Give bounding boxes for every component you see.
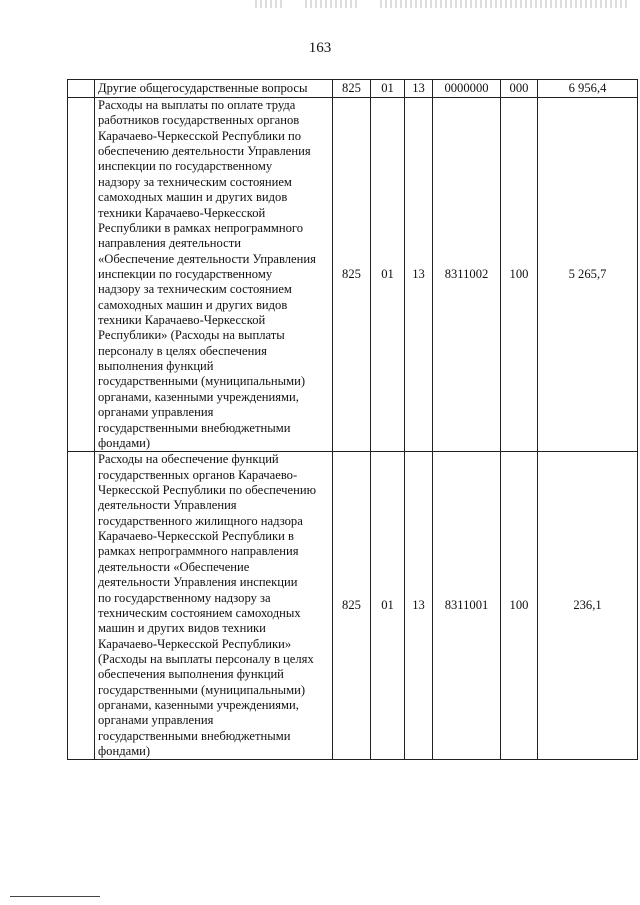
scan-artifact (305, 0, 360, 8)
amount-cell: 5 265,7 (538, 98, 638, 452)
amount-cell: 6 956,4 (538, 80, 638, 98)
section-code-cell: 01 (371, 80, 405, 98)
ministry-code-cell: 825 (333, 80, 371, 98)
footnote-divider (10, 896, 100, 897)
expense-name: Расходы на выплаты по оплате труда работников государственных органов Карачаево-Черкесской Республики по обеспечению деятельности Управления инспекции по государственному надзору за техническим состоянием самоходных машин и других видов техники Карачаево-Черкесской Республики в рамках непрограммного направления деятельности «Обеспечение деятельности Управления инспекции по государственному надзору за техническим состоянием самоходных машин и других видов техники Карачаево-Черкесской Республики» (Расходы на выплаты персоналу в целях обеспечения выполнения функций государственными (муниципальными) органами, казенными учреждениями, органами управления государственными внебюджетными фондами) (98, 98, 316, 450)
subsection-code-cell: 13 (405, 80, 433, 98)
expense-type-cell: 100 (501, 98, 538, 452)
row-number-cell (68, 80, 95, 98)
scan-artifact (380, 0, 630, 8)
ministry-code-cell: 825 (333, 98, 371, 452)
expense-name: Расходы на обеспечение функций государственных органов Карачаево- Черкесской Республики по обеспечению деятельности Управления государственного жилищного надзора Карачаево-Черкесской Республики в рамках непрограммного направления деятельности «Обеспечение деятельности Управления инспекции по государственному надзору за техническим состоянием самоходных машин и других видов техники Карачаево-Черкесской Республики» (Расходы на выплаты персоналу в целях обеспечения выполнения функций государственными (муниципальными) органами, казенными учреждениями, органами управления государственными внебюджетными фондами) (98, 452, 316, 759)
subsection-code-cell: 13 (405, 98, 433, 452)
expense-name: Другие общегосударственные вопросы (98, 80, 308, 95)
budget-table (67, 79, 638, 760)
table-row (68, 452, 638, 760)
expense-type-cell: 000 (501, 80, 538, 98)
ministry-code-cell: 825 (333, 452, 371, 760)
expense-name-cell (95, 80, 333, 98)
expense-name-cell (95, 98, 333, 452)
target-article-cell: 8311002 (433, 98, 501, 452)
row-number-cell (68, 98, 95, 452)
page-number: 163 (308, 40, 332, 56)
expense-type-cell: 100 (501, 452, 538, 760)
subsection-code-cell: 13 (405, 452, 433, 760)
amount-cell: 236,1 (538, 452, 638, 760)
target-article-cell: 8311001 (433, 452, 501, 760)
section-code-cell: 01 (371, 98, 405, 452)
scan-artifact (255, 0, 285, 8)
table-row (68, 80, 638, 98)
expense-name-cell (95, 452, 333, 760)
table-row (68, 98, 638, 452)
section-code-cell: 01 (371, 452, 405, 760)
target-article-cell: 0000000 (433, 80, 501, 98)
row-number-cell (68, 452, 95, 760)
